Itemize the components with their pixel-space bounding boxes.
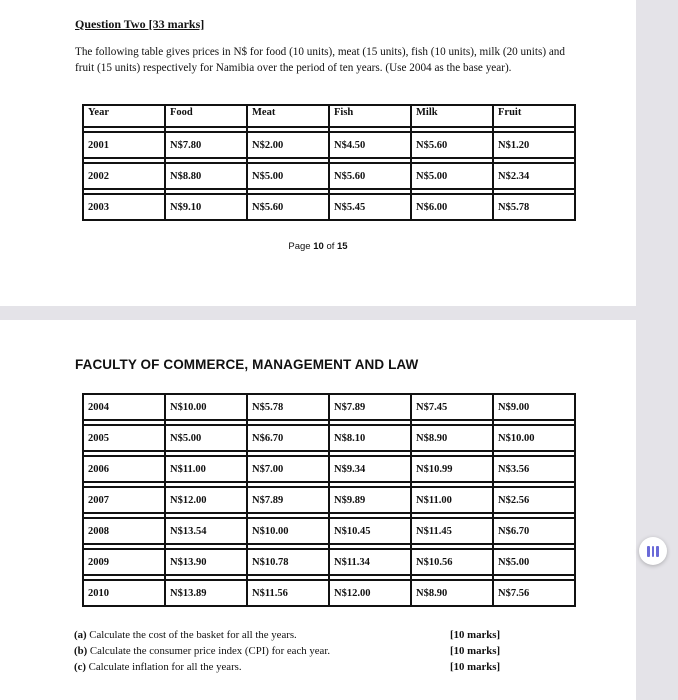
document-page-10 [0,0,636,306]
page-number: Page 10 of 15 [288,241,348,252]
price-cell: N$6.00 [411,194,493,220]
question-intro: The following table gives prices in N$ for food (10 units), meat (15 units), fish (10 units), milk (20 units) and fruit (15 units) respectively for Namibia over the period of ten years. (Use 2004 as the base year). [75,46,565,74]
price-cell: N$4.50 [329,132,411,158]
table-row [83,456,575,482]
price-cell: N$2.56 [493,487,575,513]
price-cell: N$5.45 [329,194,411,220]
price-cell: N$7.56 [493,580,575,606]
price-table-part2 [82,393,576,607]
price-cell: N$9.89 [329,487,411,513]
price-cell: N$13.90 [165,549,247,575]
table-row [83,549,575,575]
marks-list [450,627,500,675]
price-cell: N$10.45 [329,518,411,544]
price-cell: N$7.89 [247,487,329,513]
question-title: Question Two [33 marks] [75,17,205,31]
price-cell: N$2.00 [247,132,329,158]
side-handle-button[interactable] [639,537,667,565]
price-cell: N$9.34 [329,456,411,482]
price-cell: N$10.00 [247,518,329,544]
marks-b: [10 marks] [450,645,501,657]
column-header: Year [83,105,165,127]
table-row [83,580,575,606]
price-cell: N$8.80 [165,163,247,189]
price-cell: N$5.00 [247,163,329,189]
vertical-bars-icon [647,546,649,557]
price-cell: N$11.34 [329,549,411,575]
table-row [83,487,575,513]
price-cell: N$3.56 [493,456,575,482]
price-cell: N$2.34 [493,163,575,189]
year-cell: 2005 [83,425,165,451]
price-cell: N$9.00 [493,394,575,420]
price-cell: N$10.00 [493,425,575,451]
price-cell: N$10.00 [165,394,247,420]
document-page-11 [0,320,636,700]
price-cell: N$12.00 [165,487,247,513]
table-row [83,132,575,158]
year-cell: 2009 [83,549,165,575]
price-cell: N$11.00 [411,487,493,513]
year-cell: 2001 [83,132,165,158]
price-cell: N$5.00 [165,425,247,451]
price-cell: N$8.10 [329,425,411,451]
price-cell: N$6.70 [247,425,329,451]
year-cell: 2008 [83,518,165,544]
column-header: Food [165,105,247,127]
year-cell: 2004 [83,394,165,420]
price-cell: N$11.45 [411,518,493,544]
price-cell: N$6.70 [493,518,575,544]
faculty-heading: FACULTY OF COMMERCE, MANAGEMENT AND LAW [75,357,419,372]
column-header: Meat [247,105,329,127]
price-cell: N$10.78 [247,549,329,575]
price-cell: N$11.00 [165,456,247,482]
price-cell: N$10.56 [411,549,493,575]
table-row [83,394,575,420]
price-cell: N$5.78 [493,194,575,220]
year-cell: 2003 [83,194,165,220]
year-cell: 2002 [83,163,165,189]
price-cell: N$7.80 [165,132,247,158]
price-table-part1 [82,104,576,221]
price-cell: N$5.00 [493,549,575,575]
marks-a: [10 marks] [450,629,501,641]
table-row [83,518,575,544]
question-a: (a) Calculate the cost of the basket for all the years. [74,629,297,641]
price-cell: N$7.89 [329,394,411,420]
column-header: Fruit [493,105,575,127]
price-cell: N$5.00 [411,163,493,189]
column-header: Milk [411,105,493,127]
column-header: Fish [329,105,411,127]
price-cell: N$5.60 [411,132,493,158]
year-cell: 2006 [83,456,165,482]
price-cell: N$7.45 [411,394,493,420]
price-cell: N$9.10 [165,194,247,220]
price-cell: N$8.90 [411,580,493,606]
price-cell: N$11.56 [247,580,329,606]
price-cell: N$13.54 [165,518,247,544]
price-cell: N$1.20 [493,132,575,158]
question-b: (b) Calculate the consumer price index (CPI) for each year. [74,645,331,657]
table-header-row [83,105,575,127]
price-cell: N$10.99 [411,456,493,482]
year-cell: 2010 [83,580,165,606]
price-cell: N$7.00 [247,456,329,482]
question-c: (c) Calculate inflation for all the years. [74,661,242,673]
table-row [83,163,575,189]
price-cell: N$8.90 [411,425,493,451]
question-list [74,627,330,675]
price-cell: N$5.60 [329,163,411,189]
price-cell: N$5.78 [247,394,329,420]
price-cell: N$12.00 [329,580,411,606]
table-row [83,194,575,220]
year-cell: 2007 [83,487,165,513]
price-cell: N$13.89 [165,580,247,606]
table-row [83,425,575,451]
price-cell: N$5.60 [247,194,329,220]
marks-c: [10 marks] [450,661,501,673]
